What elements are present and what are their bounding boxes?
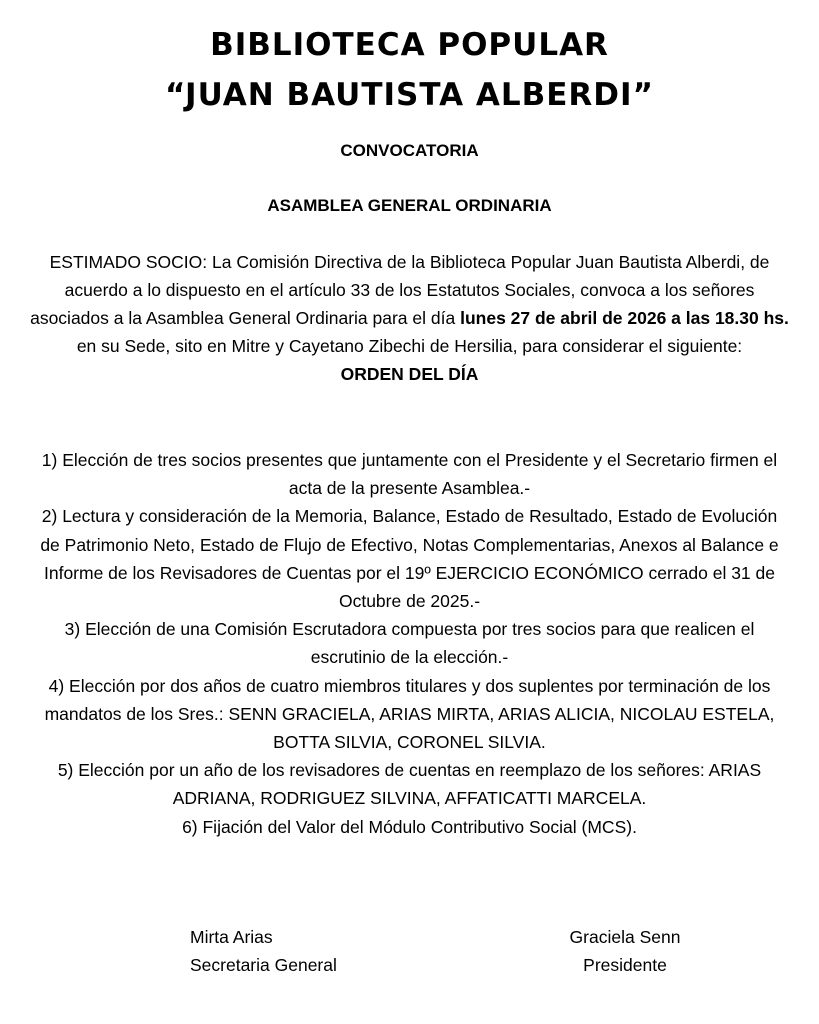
signer-role: Secretaria General xyxy=(190,955,337,975)
intro-paragraph xyxy=(30,248,789,388)
asamblea-heading: ASAMBLEA GENERAL ORDINARIA xyxy=(267,196,552,215)
agenda-item: 5) Elección por un año de los revisadores de cuentas en reemplazo de los señores: ARIAS ADRIANA, RODRIGUEZ SILVINA, AFFATICATTI MARCELA. xyxy=(57,760,762,809)
meeting-date: lunes 27 de abril de 2026 a las 18.30 hs. xyxy=(460,308,789,328)
agenda-item: 1) Elección de tres socios presentes que juntamente con el Presidente y el Secretario firmen el acta de la presente Asamblea.- xyxy=(41,450,778,499)
orden-del-dia-heading: ORDEN DEL DÍA xyxy=(340,364,479,384)
agenda-item: 6) Fijación del Valor del Módulo Contributivo Social (MCS). xyxy=(182,816,637,837)
agenda-item: 4) Elección por dos años de cuatro miembros titulares y dos suplentes por terminación de los mandatos de los Sres.: SENN GRACIELA, ARIAS MIRTA, ARIAS ALICIA, NICOLAU ESTELA, BOTTA SILVIA, CORONEL SILVIA. xyxy=(44,675,775,753)
agenda-item: 3) Elección de una Comisión Escrutadora compuesta por tres socios para que realicen el escrutinio de la elección.- xyxy=(64,619,755,668)
agenda-list xyxy=(30,446,789,841)
signature-president xyxy=(540,923,710,979)
agenda-item: 2) Lectura y consideración de la Memoria, Balance, Estado de Resultado, Estado de Evolución de Patrimonio Neto, Estado de Flujo de Efectivo, Notas Complementarias, Anexos al Balance e Informe de los Revisadores de Cuentas por el 19º EJERCICIO ECONÓMICO cerrado el 31 de Octubre de 2025.- xyxy=(40,506,779,612)
signer-name: Mirta Arias xyxy=(190,927,273,947)
signer-name: Graciela Senn xyxy=(569,927,681,947)
intro-text: ESTIMADO SOCIO: La Comisión Directiva de la Biblioteca Popular Juan Bautista Alberdi, de acuerdo a lo dispuesto en el artículo 33 de los Estatutos Sociales, convoca a los señores asociados a la Asamblea General Ordinaria para el día xyxy=(30,252,770,328)
convocatoria-heading: CONVOCATORIA xyxy=(340,141,479,160)
library-name: “JUAN BAUTISTA ALBERDI” xyxy=(165,77,654,113)
signature-secretary xyxy=(190,923,337,979)
library-title: BIBLIOTECA POPULAR xyxy=(210,27,609,63)
intro-text-continued: en su Sede, sito en Mitre y Cayetano Zibechi de Hersilia, para considerar el siguiente: xyxy=(76,336,743,356)
signer-role: Presidente xyxy=(583,955,667,975)
